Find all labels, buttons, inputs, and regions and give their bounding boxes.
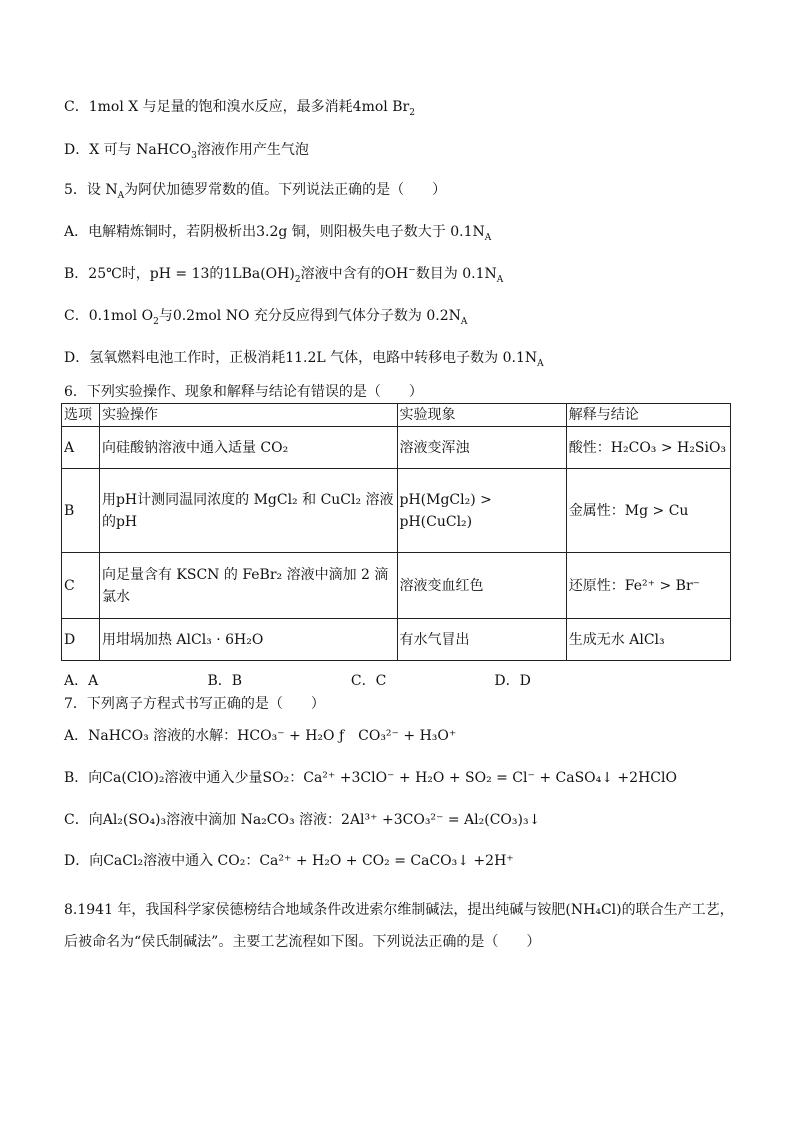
q4-option-c-sub: 2 — [409, 107, 415, 118]
cell-phenomenon: 溶液变浑浊 — [397, 427, 566, 469]
cell-option: D — [62, 619, 100, 661]
q6-choice-d: D．D — [494, 673, 531, 689]
q5-option-b-pre: B．25℃时，pH = 13的1LBa(OH) — [64, 266, 295, 282]
q5-option-c-pre: C．0.1mol O — [64, 308, 154, 324]
cell-conclusion: 酸性：H₂CO₃ > H₂SiO₃ — [566, 427, 730, 469]
table-row — [62, 553, 731, 619]
q5-option-d — [64, 348, 544, 368]
header-cell: 实验现象 — [397, 404, 566, 427]
cell-phenomenon: pH(MgCl₂) > pH(CuCl₂) — [397, 469, 566, 553]
q6-choice-c: C．C — [350, 673, 387, 689]
q5-option-c-sub2: A — [460, 316, 468, 327]
q7-option-b: B．向Ca(ClO)₂溶液中通入少量SO₂：Ca²⁺ +3ClO⁻ + H₂O + SO₂ = Cl⁻ + CaSO₄↓ +2HClO — [64, 770, 677, 786]
q6-choices — [64, 670, 633, 690]
q5-option-a-text: A．电解精炼铜时，若阴极析出3.2g 铜，则阳极失电子数大于 0.1N — [64, 224, 485, 240]
q5-option-d-sub: A — [537, 358, 544, 369]
q4-option-d-sub: 3 — [191, 150, 197, 161]
q5-option-a-sub: A — [484, 232, 492, 243]
q7-stem: 7．下列离子方程式书写正确的是（ ） — [64, 696, 325, 712]
cell-operation: 向硅酸钠溶液中通入适量 CO₂ — [99, 427, 397, 469]
q5-stem-sub: A — [117, 190, 125, 201]
q8-stem: 8.1941 年，我国科学家侯德榜结合地域条件改进索尔维制碱法，提出纯碱与铵肥(NH₄Cl)的联合生产工艺，后被命名为“侯氏制碱法”。主要工艺流程如下图。下列说法正确的是（ ） — [64, 902, 734, 950]
q7-option-a: A．NaHCO₃ 溶液的水解：HCO₃⁻ + H₂O ƒ CO₃²⁻ + H₃O⁺ — [64, 728, 457, 744]
q5-option-b-mid: 溶液中含有的OH — [300, 266, 409, 282]
table-row — [62, 619, 731, 661]
cell-operation: 用pH计测同温同浓度的 MgCl₂ 和 CuCl₂ 溶液的pH — [99, 469, 397, 553]
q4-option-c-text: C．1mol X 与足量的饱和溴水反应，最多消耗4mol Br — [64, 99, 410, 115]
cell-option: C — [62, 553, 100, 619]
table-row — [62, 469, 731, 553]
q5-stem-post: 为阿伏加德罗常数的值。下列说法正确的是（ ） — [124, 182, 447, 198]
q6-table-header — [62, 404, 731, 427]
q5-option-a — [64, 222, 491, 242]
cell-conclusion: 还原性：Fe²⁺ > Br⁻ — [566, 553, 730, 619]
cell-phenomenon: 有水气冒出 — [397, 619, 566, 661]
q5-option-d-text: D．氢氧燃料电池工作时，正极消耗11.2L 气体，电路中转移电子数为 0.1N — [64, 350, 538, 366]
q5-option-b-sub: 2 — [294, 274, 301, 285]
q7-option-c: C．向Al₂(SO₄)₃溶液中滴加 Na₂CO₃ 溶液：2Al³⁺ +3CO₃²⁻ = Al₂(CO₃)₃↓ — [64, 812, 541, 828]
header-cell: 选项 — [62, 404, 100, 427]
q4-option-d — [64, 140, 309, 160]
q5-option-c — [64, 306, 467, 326]
q4-option-c — [64, 97, 415, 117]
q5-option-b — [64, 264, 503, 284]
q4-option-d-pre: D．X 可与 NaHCO — [64, 142, 192, 158]
cell-phenomenon: 溶液变血红色 — [397, 553, 566, 619]
header-cell: 实验操作 — [99, 404, 397, 427]
q5-option-b-sub2: A — [496, 274, 504, 285]
q6-choice-b: B．B — [207, 673, 243, 689]
header-cell: 解释与结论 — [566, 404, 730, 427]
cell-option: B — [62, 469, 100, 553]
q5-option-c-sub: 2 — [153, 316, 159, 327]
q6-choice-a: A．A — [64, 673, 99, 689]
cell-operation: 向足量含有 KSCN 的 FeBr₂ 溶液中滴加 2 滴氯水 — [99, 553, 397, 619]
q5-stem-pre: 5．设 N — [64, 182, 118, 198]
q4-option-d-post: 溶液作用产生气泡 — [196, 142, 309, 158]
q5-stem — [64, 180, 446, 200]
q7-option-d: D．向CaCl₂溶液中通入 CO₂：Ca²⁺ + H₂O + CO₂ = CaCO₃↓ +2H⁺ — [64, 853, 514, 869]
table-row — [62, 427, 731, 469]
q6-stem: 6．下列实验操作、现象和解释与结论有错误的是（ ） — [64, 384, 423, 400]
cell-option: A — [62, 427, 100, 469]
q5-option-b-post: 数目为 0.1N — [415, 266, 497, 282]
cell-operation: 用坩埚加热 AlCl₃ · 6H₂O — [99, 619, 397, 661]
q6-table — [61, 403, 731, 661]
q5-option-b-sup: − — [408, 265, 416, 276]
cell-conclusion: 金属性：Mg > Cu — [566, 469, 730, 553]
cell-conclusion: 生成无水 AlCl₃ — [566, 619, 730, 661]
q5-option-c-mid: 与0.2mol NO 充分反应得到气体分子数为 0.2N — [158, 308, 461, 324]
